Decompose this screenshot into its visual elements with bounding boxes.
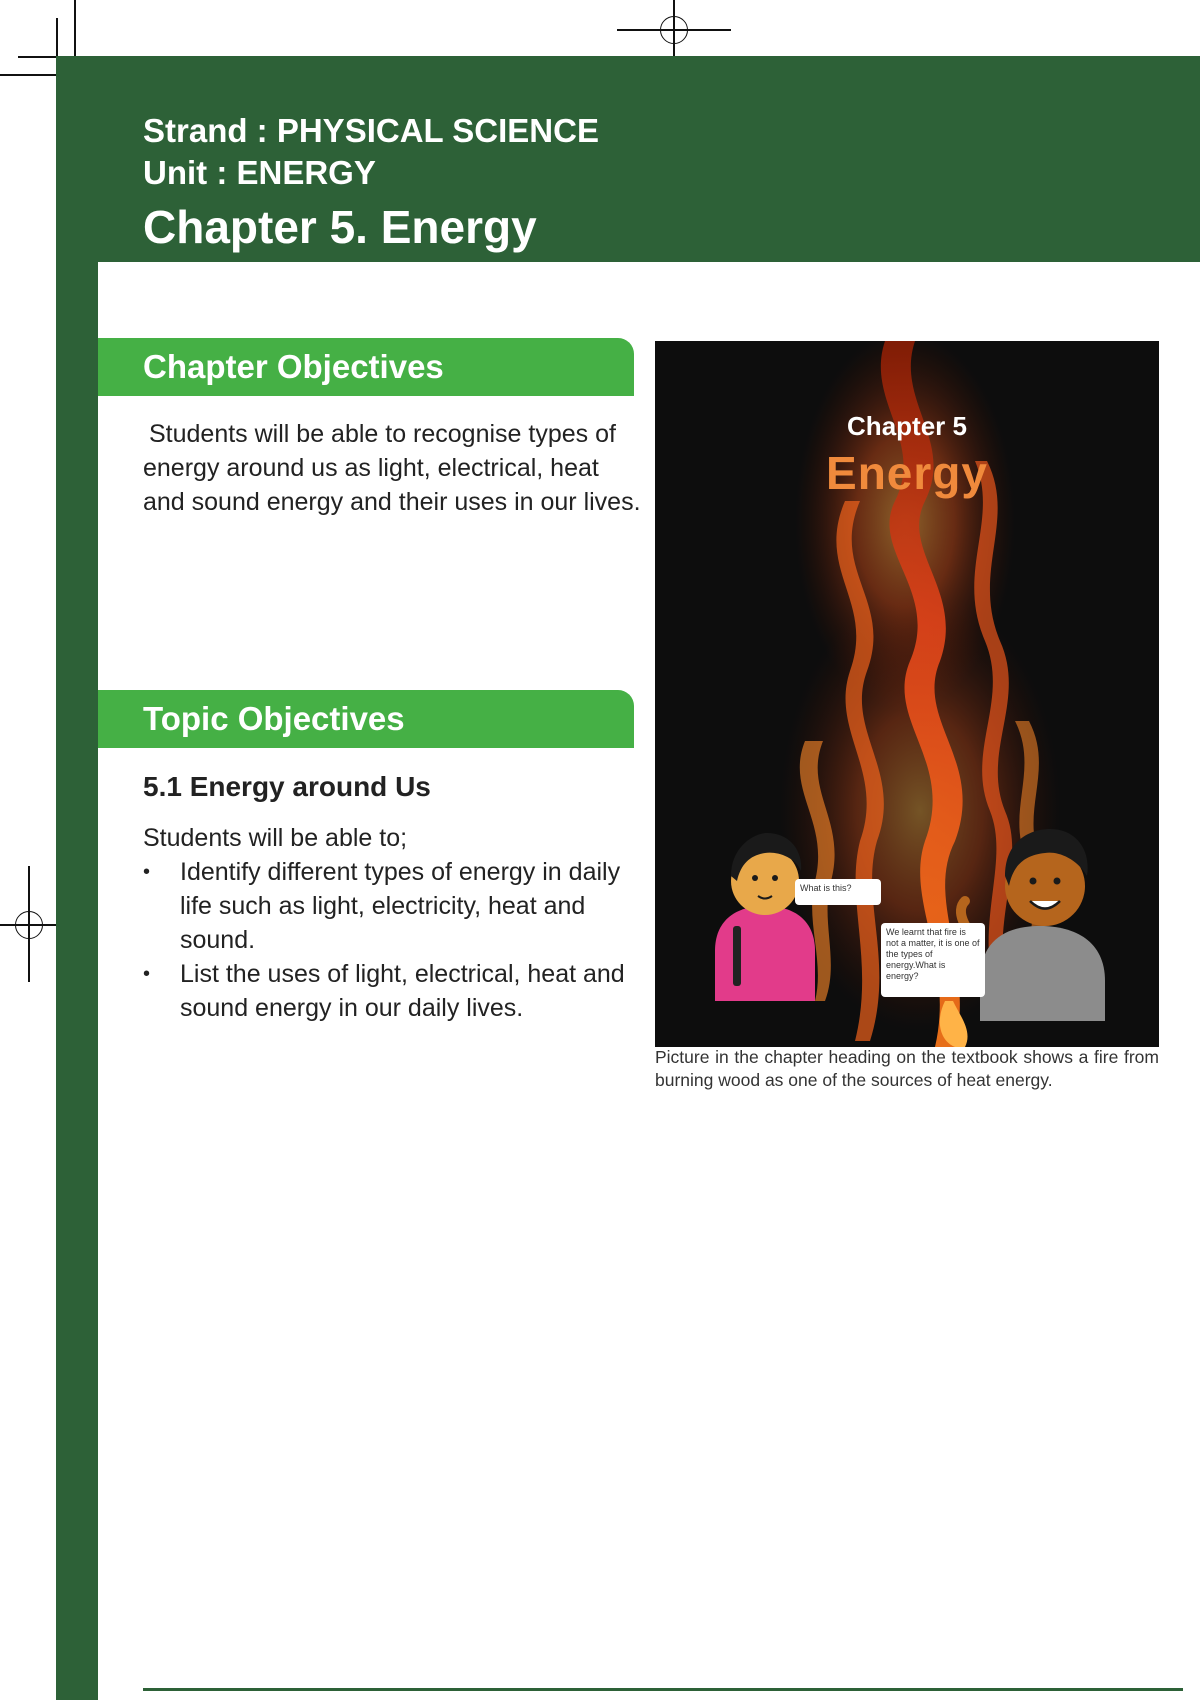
crop-mark	[74, 0, 76, 56]
topic-objectives-heading: Topic Objectives	[98, 690, 634, 748]
chapter-opener-image	[655, 341, 1159, 1047]
registration-mark-circle	[660, 16, 688, 44]
crop-mark	[0, 74, 56, 76]
topic-subheading: 5.1 Energy around Us	[143, 771, 431, 802]
registration-mark-circle	[15, 911, 43, 939]
unit-label: Unit : ENERGY	[143, 154, 376, 191]
left-margin-strip	[56, 56, 98, 1700]
chapter-title: Chapter 5. Energy	[143, 201, 537, 253]
figure-caption: Picture in the chapter heading on the textbook shows a fire from burning wood as one of the sources of heat energy.	[655, 1047, 1159, 1090]
figure-title: Energy	[826, 447, 988, 499]
topic-intro: Students will be able to;	[143, 824, 408, 852]
chapter-objectives-text: Students will be able to recognise types of energy around us as light, electrical, heat and sound energy and their uses in our lives.	[143, 420, 641, 516]
speech-bubble-boy: We learnt that fire is not a matter, it is one of the types of energy.What is energy?	[881, 923, 985, 997]
crop-mark	[18, 56, 58, 58]
figure-chapter-label: Chapter 5	[847, 411, 967, 441]
topic-bullet-list	[143, 855, 643, 1025]
speech-bubble-girl: What is this?	[795, 879, 881, 905]
footer-rule	[143, 1688, 1183, 1691]
crop-mark	[56, 18, 58, 58]
chapter-objectives-heading: Chapter Objectives	[98, 338, 634, 396]
list-item: • Identify different types of energy in daily life such as light, electricity, heat and sound.	[143, 855, 643, 957]
strand-label: Strand : PHYSICAL SCIENCE	[143, 112, 599, 149]
list-item: • List the uses of light, electrical, heat and sound energy in our daily lives.	[143, 957, 643, 1025]
